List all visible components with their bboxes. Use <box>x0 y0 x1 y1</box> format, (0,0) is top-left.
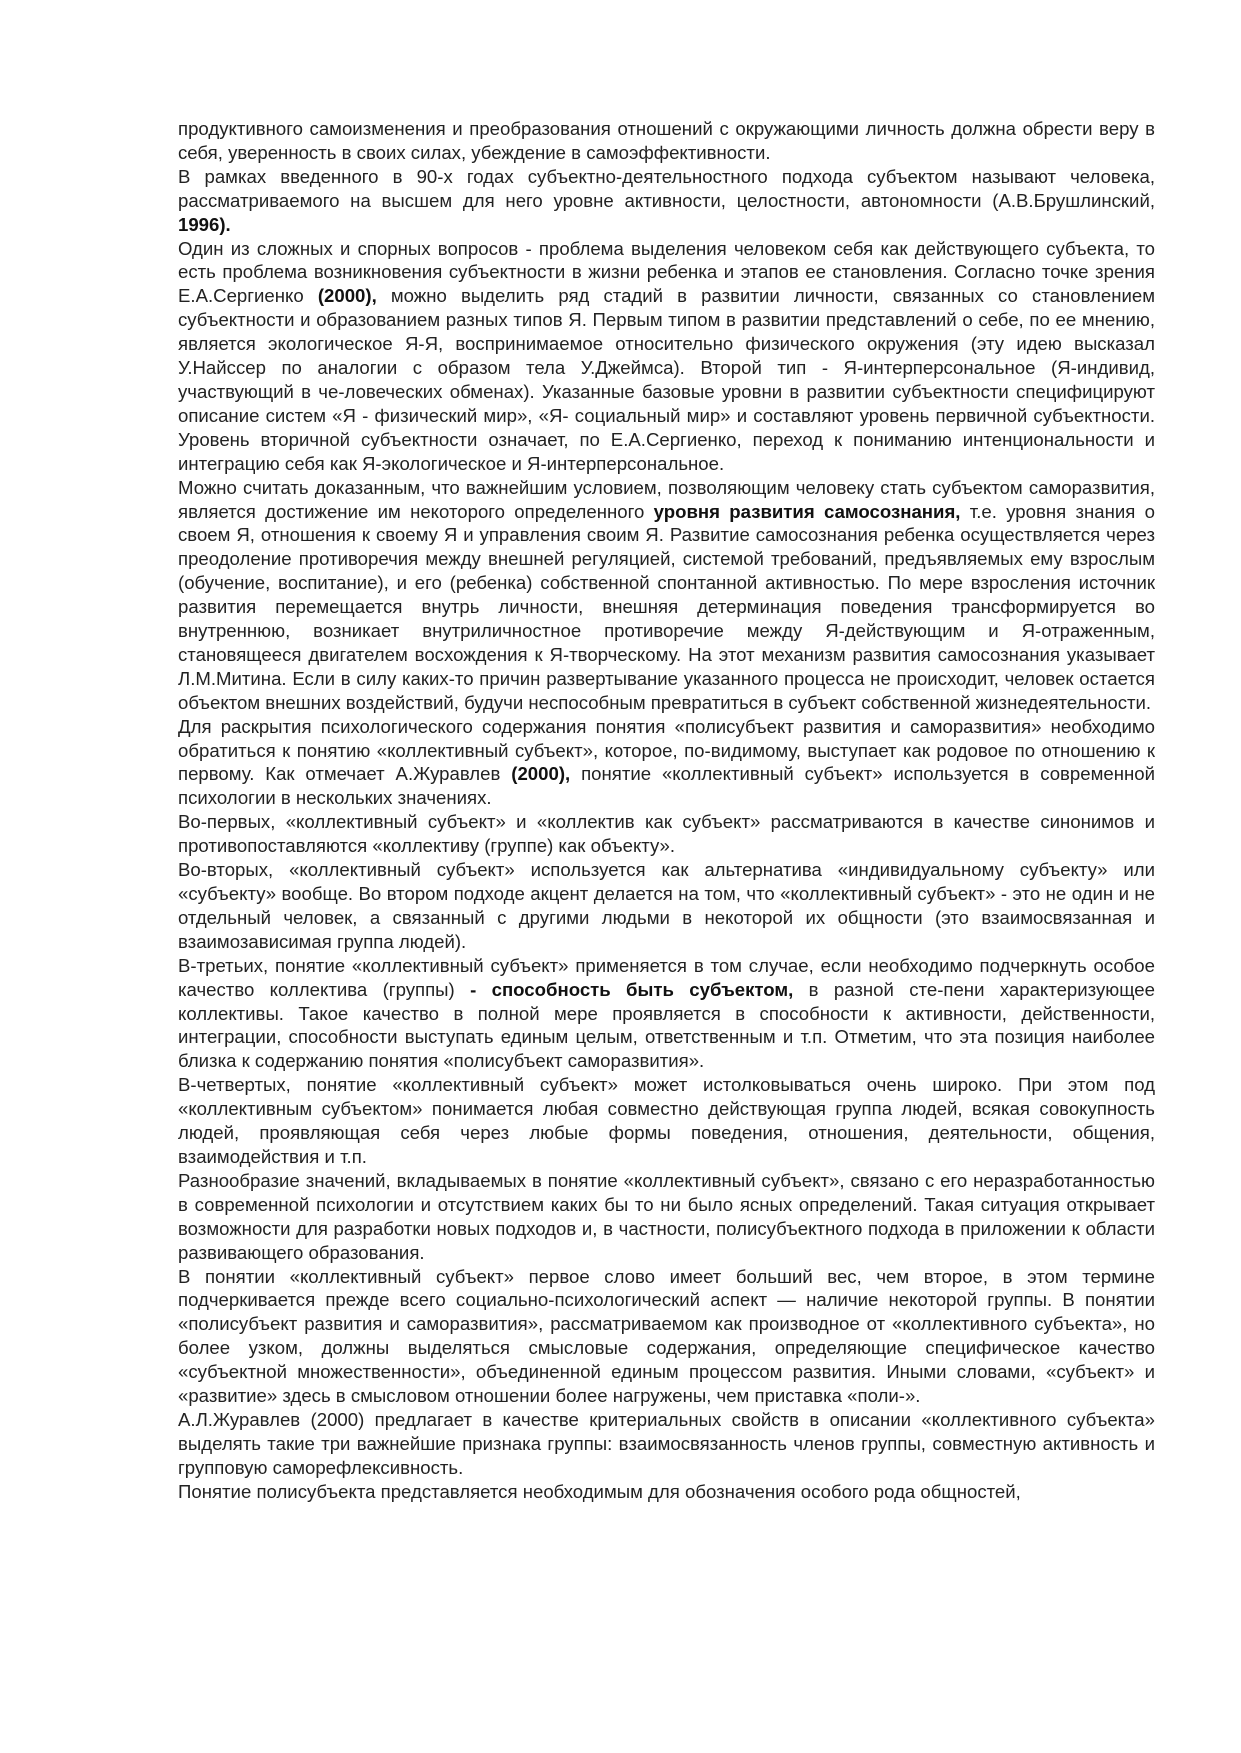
paragraph-13 <box>178 1480 1155 1504</box>
paragraph-11 <box>178 1265 1155 1408</box>
text-span: в разной сте-пени характеризующее коллективы. Такое качество в полной мере проявляется в способности к активности, действенности, интеграции, способности выступать единым целым, ответственным и т.п. Отметим, что эта позиция наиболее близка к содержанию понятия «полисубъект саморазвития». <box>178 978 1155 1072</box>
text-span: Можно считать доказанным, что важнейшим условием, позволяющим человеку стать субъектом саморазвития, является достижение им некоторого определенного <box>178 476 1155 522</box>
text-span: В рамках введенного в 90-х годах субъектно-деятельностного подхода субъектом называют человека, рассматриваемого на высшем для него уровне активности, целостности, автономности (А.В.Брушлинский, <box>178 165 1155 211</box>
text-span: Для раскрытия психологического содержания понятия «полисубъект развития и саморазвития» необходимо обратиться к понятию «коллективный субъект», которое, по-видимому, выступает как родовое по отношению к первому. Как отмечает А.Журавлев <box>178 715 1155 785</box>
paragraph-10 <box>178 1169 1155 1265</box>
text-span: т.е. уровня знания о своем Я, отношения к своему Я и управления своим Я. Развитие самосознания ребенка осуществляется через преодоление противоречия между внешней регуляцией, системой требований, предъявляемых ему взрослым (обучение, воспитание), и его (ребенка) собственной спонтанной активностью. По мере взросления источник развития перемещается внутрь личности, внешняя детерминация поведения трансформируется во внутреннюю, возникает внутриличностное противоречие между Я-действующим и Я-отраженным, становящееся двигателем восхождения к Я-творческому. На этот механизм развития самосознания указывает Л.М.Митина. Если в силу каких-то причин развертывание указанного процесса не происходит, человек остается объектом внешних воздействий, будучи неспособным превратиться в субъект собственной жизнедеятельности. <box>178 500 1156 713</box>
text-span: Во-первых, «коллективный субъект» и «коллектив как субъект» рассматриваются в качестве синонимов и противопоставляются «коллективу (группе) как объекту». <box>178 811 1155 857</box>
text-span: понятие «коллективный субъект» используется в современной психологии в нескольких значениях. <box>178 763 1155 809</box>
text-span: В-четвертых, понятие «коллективный субъект» может истолковываться очень широко. При этом под «коллективным субъектом» понимается любая совместно действующая группа людей, всякая совокупность людей, проявляющая себя через любые формы поведения, отношения, деятельности, общения, взаимодействия и т.п. <box>178 1074 1155 1167</box>
bold-term: уровня развития самосознания, <box>653 500 961 522</box>
text-span: можно выделить ряд стадий в развитии личности, связанных со становлением субъектности и образованием разных типов Я. Первым типом в развитии представлений о себе, по ее мнению, является экологическое Я-Я, воспринимаемое относительно физического окружения (эту идею высказал У.Найссер по аналогии с образом тела У.Джеймса). Второй тип - Я-интерперсональное (Я-индивид, участвующий в че-ловеческих обменах). Указанные базовые уровни в развитии субъектности специфицируют описание систем «Я - физический мир», «Я- социальный мир» и составляют уровень первичной субъектности. Уровень вторичной субъектности означает, по Е.А.Сергиенко, переход к пониманию интенциональности и интеграцию себя как Я-экологическое и Я-интерперсональное. <box>178 285 1155 474</box>
paragraph-6 <box>178 810 1155 858</box>
paragraph-7 <box>178 858 1155 954</box>
paragraph-5 <box>178 715 1155 811</box>
text-span: А.Л.Журавлев (2000) предлагает в качестве критериальных свойств в описании «коллективного субъекта» выделять такие три важнейшие признака группы: взаимосвязанность членов группы, совместную активность и групповую саморефлексивность. <box>178 1408 1155 1478</box>
paragraph-8 <box>178 954 1155 1074</box>
bold-year: (2000), <box>317 285 377 307</box>
bold-year: 1996). <box>178 213 231 235</box>
bold-term: - способность быть субъектом, <box>470 978 794 1000</box>
paragraph-1 <box>178 117 1155 165</box>
text-span: В понятии «коллективный субъект» первое слово имеет больший вес, чем второе, в этом термине подчеркивается прежде всего социально-психологический аспект — наличие некоторой группы. В понятии «полисубъект развития и саморазвития», рассматриваемом как производное от «коллективного субъекта», но более узком, должны выделяться смысловые содержания, определяющие специфическое качество «субъектной множественности», объединенной единым процессом развития. Иными словами, «субъект» и «развитие» здесь в смысловом отношении более нагружены, чем приставка «поли-». <box>178 1265 1155 1407</box>
text-span: Один из сложных и спорных вопросов - проблема выделения человеком себя как действующего субъекта, то есть проблема возникновения субъектности в жизни ребенка и этапов ее становления. Согласно точке зрения Е.А.Сергиенко <box>178 237 1155 307</box>
text-span: продуктивного самоизменения и преобразования отношений с окружающими личность должна обрести веру в себя, уверенность в своих силах, убеждение в самоэффективности. <box>178 118 1155 163</box>
text-span: Понятие полисубъекта представляется необходимым для обозначения особого рода общностей, <box>178 1480 1021 1502</box>
paragraph-3 <box>178 237 1155 476</box>
document-page <box>178 117 1155 1504</box>
paragraph-2 <box>178 165 1155 237</box>
text-span: Во-вторых, «коллективный субъект» используется как альтернатива «индивидуальному субъекту» или «субъекту» вообще. Во втором подходе акцент делается на том, что «коллективный субъект» - это не один и не отдельный человек, а связанный с другими людьми в некоторой их общности (это взаимосвязанная и взаимозависимая группа людей). <box>178 859 1155 952</box>
bold-year: (2000), <box>511 763 571 785</box>
paragraph-9 <box>178 1073 1155 1169</box>
paragraph-12 <box>178 1408 1155 1480</box>
text-span: В-третьих, понятие «коллективный субъект» применяется в том случае, если необходимо подчеркнуть особое качество коллектива (группы) <box>178 954 1155 1000</box>
paragraph-4 <box>178 476 1155 715</box>
text-span: Разнообразие значений, вкладываемых в понятие «коллективный субъект», связано с его неразработанностью в современной психологии и отсутствием каких бы то ни было ясных определений. Такая ситуация открывает возможности для разработки новых подходов и, в частности, полисубъектного подхода в приложении к области развивающего образования. <box>178 1169 1155 1263</box>
